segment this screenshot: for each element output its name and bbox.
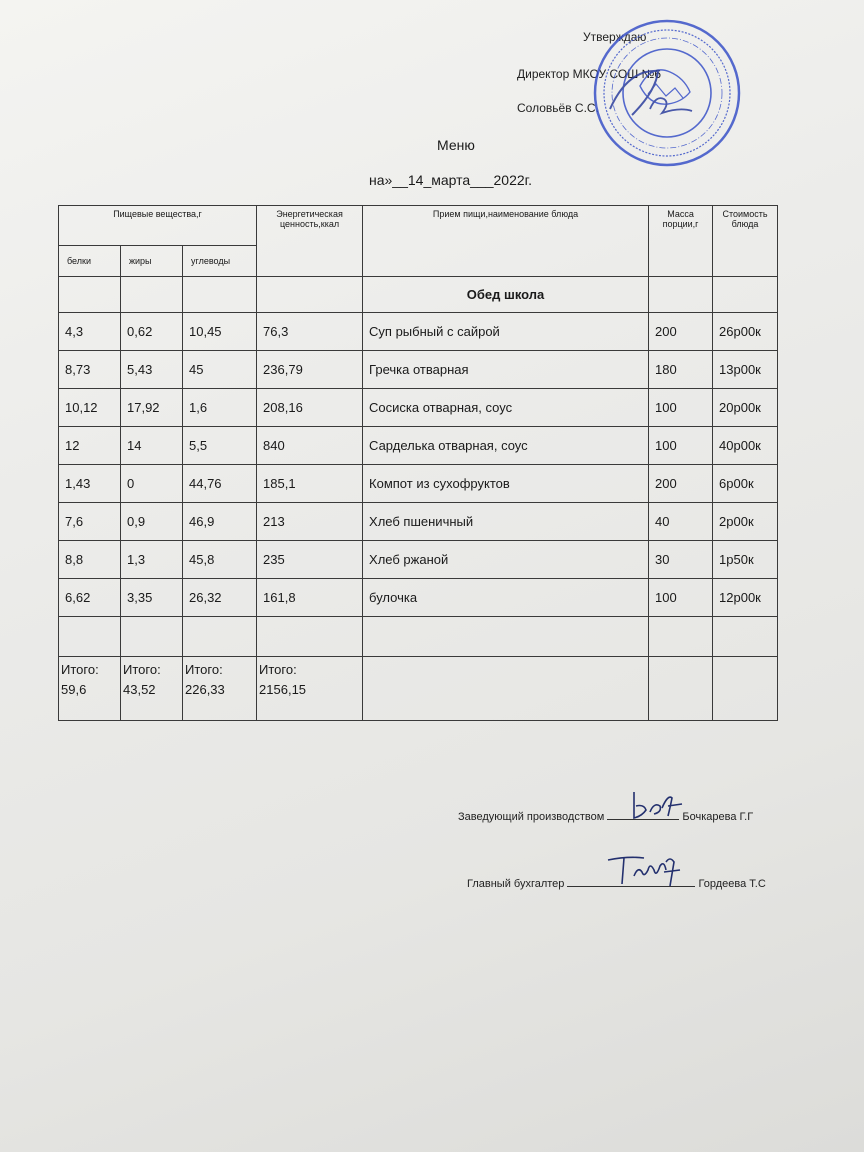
cell-price: 40р00к bbox=[713, 427, 778, 465]
cell-price: 2р00к bbox=[713, 503, 778, 541]
total-fats: Итого: 43,52 bbox=[121, 657, 183, 721]
cell-mass: 200 bbox=[649, 313, 713, 351]
header-energy: Энергетическая ценность,ккал bbox=[257, 206, 363, 277]
cell-dish: Сосиска отварная, соус bbox=[363, 389, 649, 427]
cell-proteins: 6,62 bbox=[59, 579, 121, 617]
manager-handwritten-signature bbox=[628, 788, 688, 822]
cell-fats: 0 bbox=[121, 465, 183, 503]
accountant-name: Гордеева Т.С bbox=[698, 878, 766, 890]
header-mass: Масса порции,г bbox=[649, 206, 713, 277]
subheader-proteins: белки bbox=[59, 246, 121, 277]
cell-dish: Сарделька отварная, соус bbox=[363, 427, 649, 465]
cell-energy: 236,79 bbox=[257, 351, 363, 389]
subheader-carbs: углеводы bbox=[183, 246, 257, 277]
manager-name: Бочкарева Г.Г bbox=[682, 811, 754, 823]
cell-dish: булочка bbox=[363, 579, 649, 617]
cell-dish: Компот из сухофруктов bbox=[363, 465, 649, 503]
cell-fats: 0,62 bbox=[121, 313, 183, 351]
cell-dish: Хлеб ржаной bbox=[363, 541, 649, 579]
cell-fats: 1,3 bbox=[121, 541, 183, 579]
cell-fats: 5,43 bbox=[121, 351, 183, 389]
cell-dish: Суп рыбный с сайрой bbox=[363, 313, 649, 351]
cell-energy: 213 bbox=[257, 503, 363, 541]
cell-carbs: 45 bbox=[183, 351, 257, 389]
cell-proteins: 7,6 bbox=[59, 503, 121, 541]
official-stamp-seal bbox=[590, 14, 744, 172]
cell-mass: 200 bbox=[649, 465, 713, 503]
empty-row bbox=[59, 617, 778, 657]
menu-table bbox=[58, 205, 778, 721]
cell-energy: 235 bbox=[257, 541, 363, 579]
cell-energy: 185,1 bbox=[257, 465, 363, 503]
cell-proteins: 10,12 bbox=[59, 389, 121, 427]
cell-mass: 100 bbox=[649, 389, 713, 427]
section-row bbox=[59, 277, 778, 313]
table-row bbox=[59, 579, 778, 617]
menu-date: на»__14_марта___2022г. bbox=[369, 172, 532, 188]
header-nutrients: Пищевые вещества,г bbox=[59, 206, 257, 246]
total-energy: Итого: 2156,15 bbox=[257, 657, 363, 721]
cell-fats: 3,35 bbox=[121, 579, 183, 617]
cell-carbs: 5,5 bbox=[183, 427, 257, 465]
table-row bbox=[59, 541, 778, 579]
accountant-handwritten-signature bbox=[606, 852, 692, 888]
table-row bbox=[59, 427, 778, 465]
header-price: Стоимость блюда bbox=[713, 206, 778, 277]
cell-proteins: 8,73 bbox=[59, 351, 121, 389]
total-carbs: Итого: 226,33 bbox=[183, 657, 257, 721]
table-header-row bbox=[59, 206, 778, 246]
totals-row bbox=[59, 657, 778, 721]
approval-role: Директор МКОУ СОШ №6 bbox=[517, 67, 662, 81]
cell-price: 26р00к bbox=[713, 313, 778, 351]
table-row bbox=[59, 465, 778, 503]
table-row bbox=[59, 313, 778, 351]
cell-fats: 0,9 bbox=[121, 503, 183, 541]
cell-price: 20р00к bbox=[713, 389, 778, 427]
table-row bbox=[59, 389, 778, 427]
cell-price: 1р50к bbox=[713, 541, 778, 579]
subheader-fats: жиры bbox=[121, 246, 183, 277]
accountant-label: Главный бухгалтер bbox=[467, 878, 565, 890]
cell-carbs: 45,8 bbox=[183, 541, 257, 579]
signature-manager bbox=[458, 807, 753, 823]
cell-energy: 208,16 bbox=[257, 389, 363, 427]
approval-name: Соловьёв С.С. bbox=[517, 101, 599, 115]
cell-carbs: 26,32 bbox=[183, 579, 257, 617]
cell-proteins: 8,8 bbox=[59, 541, 121, 579]
cell-energy: 76,3 bbox=[257, 313, 363, 351]
cell-proteins: 1,43 bbox=[59, 465, 121, 503]
cell-fats: 14 bbox=[121, 427, 183, 465]
table-row bbox=[59, 503, 778, 541]
cell-carbs: 10,45 bbox=[183, 313, 257, 351]
manager-label: Заведующий производством bbox=[458, 811, 605, 823]
cell-dish: Хлеб пшеничный bbox=[363, 503, 649, 541]
cell-mass: 100 bbox=[649, 579, 713, 617]
cell-price: 13р00к bbox=[713, 351, 778, 389]
cell-mass: 100 bbox=[649, 427, 713, 465]
cell-proteins: 12 bbox=[59, 427, 121, 465]
cell-energy: 161,8 bbox=[257, 579, 363, 617]
menu-title: Меню bbox=[437, 137, 475, 153]
cell-price: 6р00к bbox=[713, 465, 778, 503]
total-proteins: Итого: 59,6 bbox=[59, 657, 121, 721]
cell-mass: 40 bbox=[649, 503, 713, 541]
cell-carbs: 46,9 bbox=[183, 503, 257, 541]
cell-fats: 17,92 bbox=[121, 389, 183, 427]
cell-dish: Гречка отварная bbox=[363, 351, 649, 389]
approval-title: Утверждаю bbox=[583, 30, 647, 44]
table-row bbox=[59, 351, 778, 389]
cell-proteins: 4,3 bbox=[59, 313, 121, 351]
cell-mass: 180 bbox=[649, 351, 713, 389]
cell-price: 12р00к bbox=[713, 579, 778, 617]
cell-mass: 30 bbox=[649, 541, 713, 579]
section-title: Обед школа bbox=[363, 277, 649, 313]
cell-carbs: 44,76 bbox=[183, 465, 257, 503]
cell-energy: 840 bbox=[257, 427, 363, 465]
header-dish: Прием пищи,наименование блюда bbox=[363, 206, 649, 277]
cell-carbs: 1,6 bbox=[183, 389, 257, 427]
